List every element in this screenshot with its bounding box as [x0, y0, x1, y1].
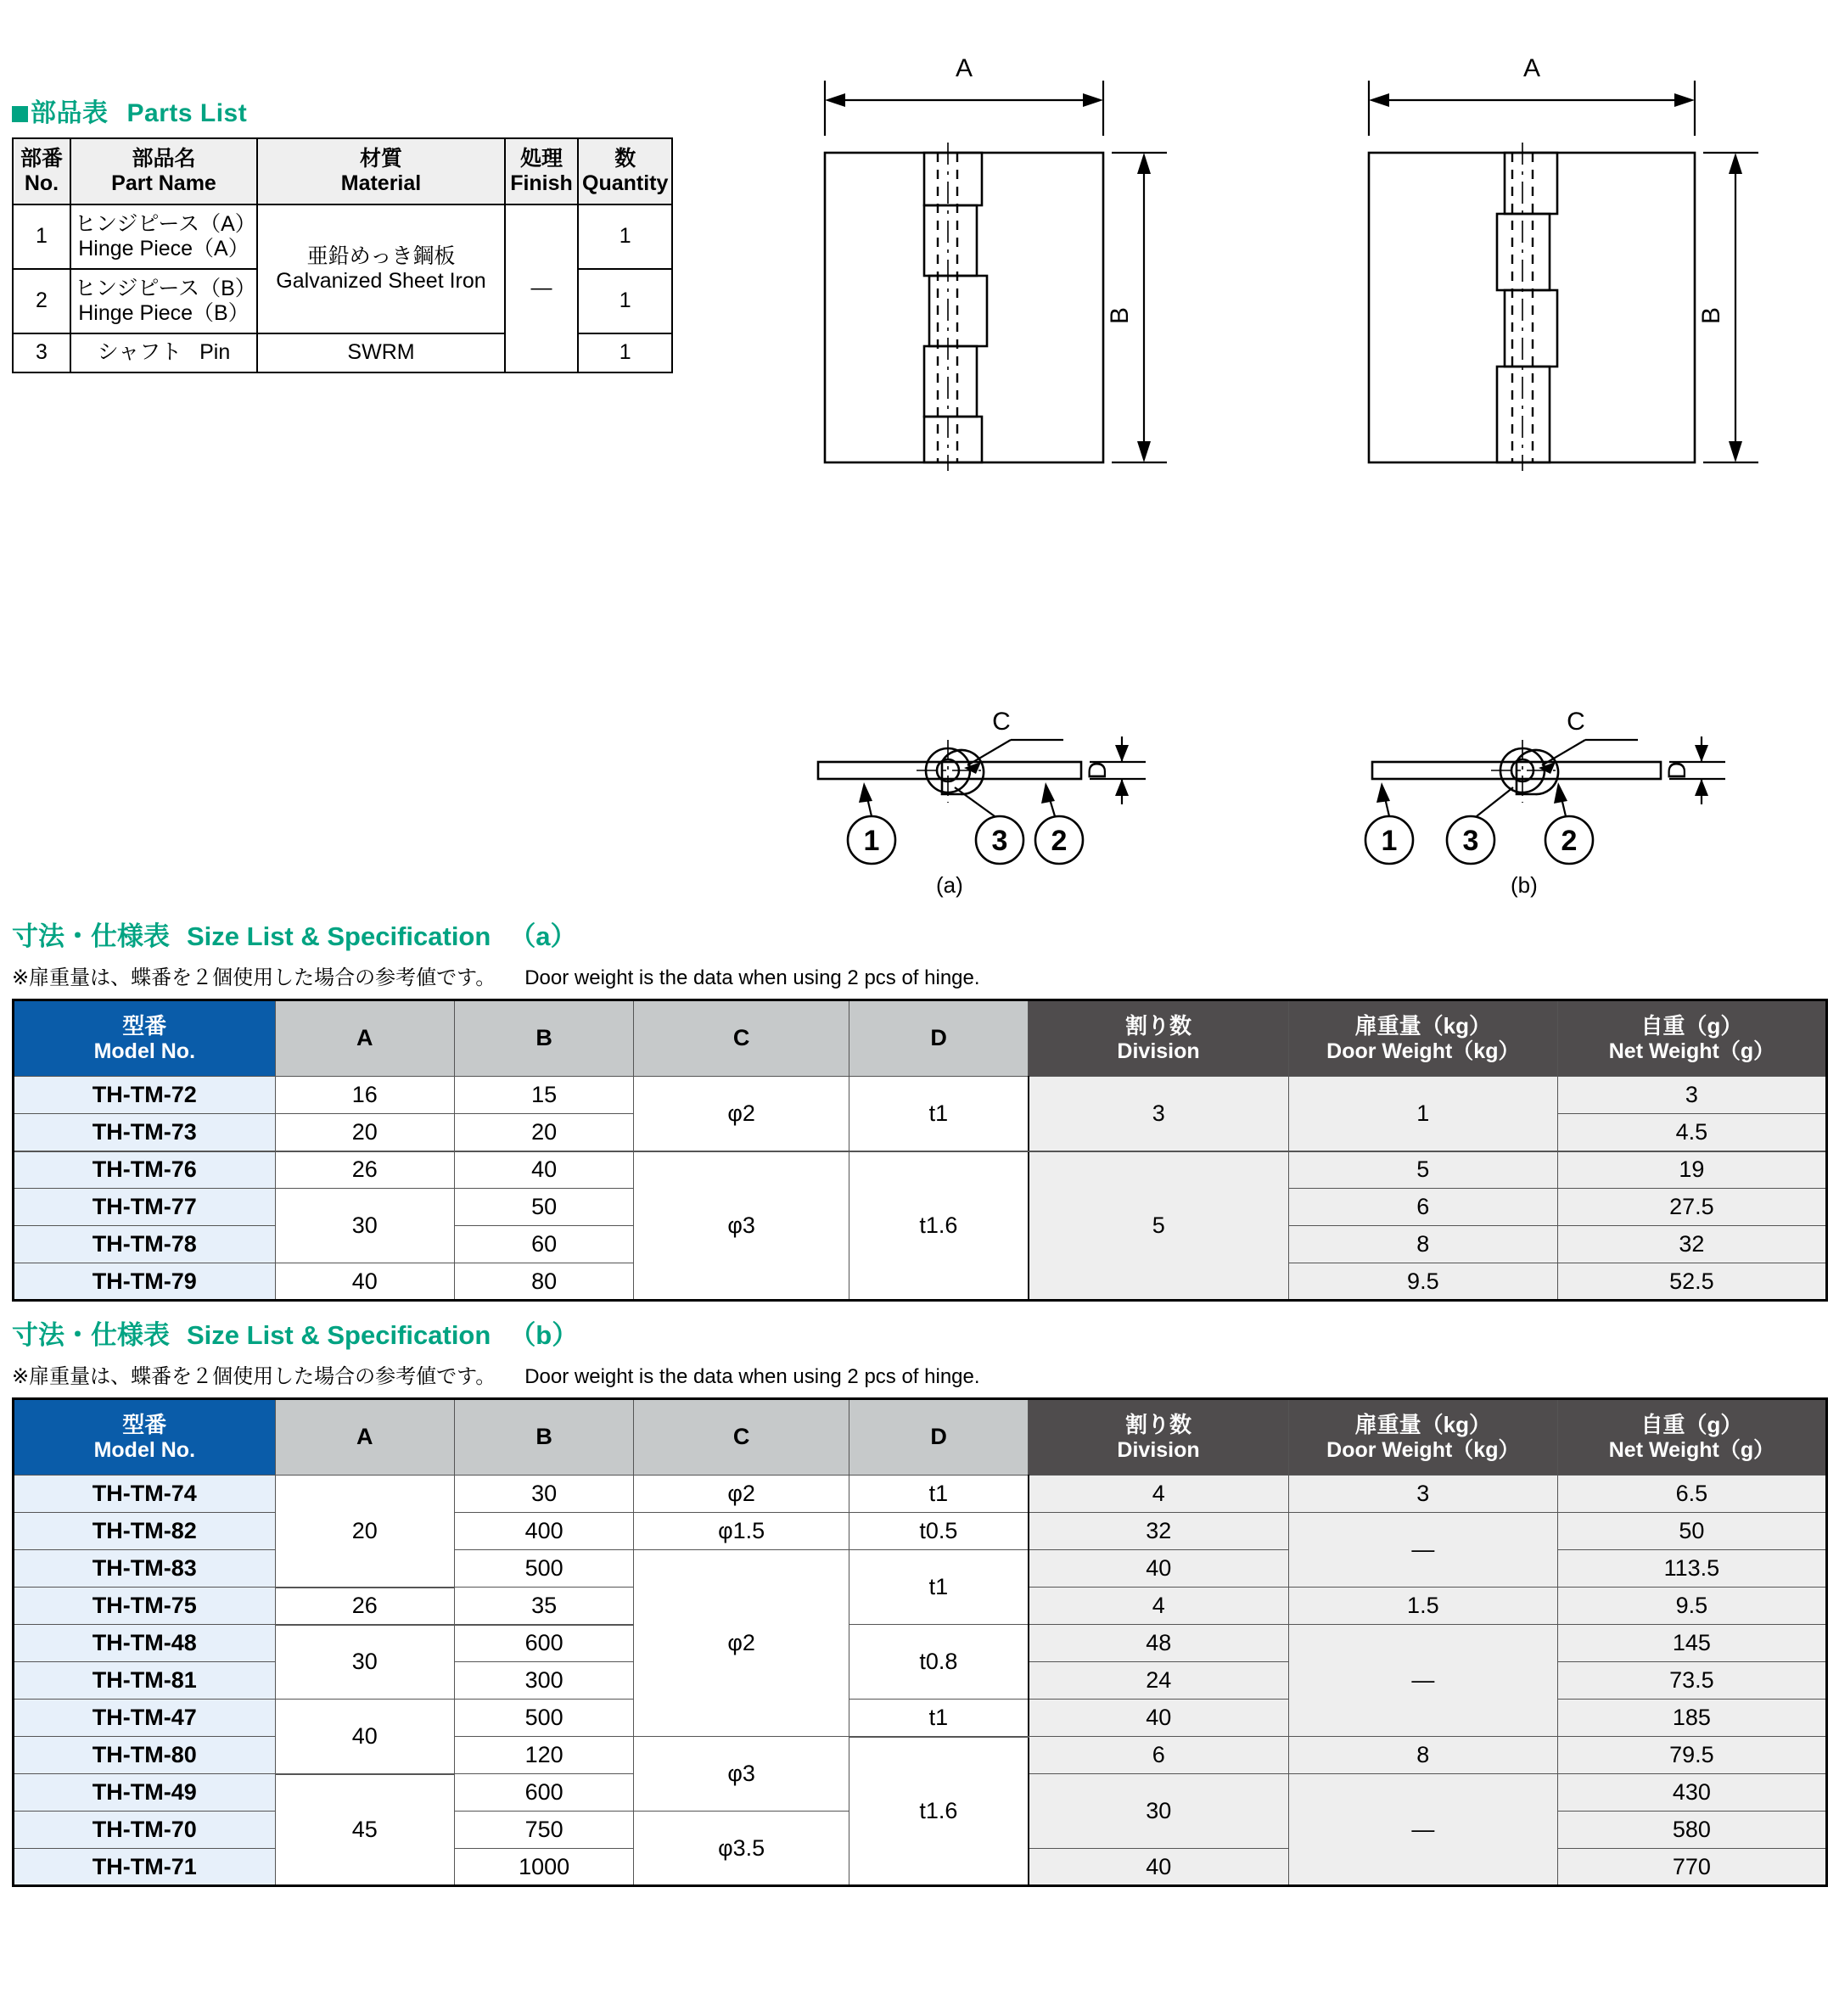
parts-row2-name-en: Hinge Piece（B） [78, 301, 249, 325]
spec-b-r3-model: TH-TM-75 [14, 1588, 276, 1625]
spec-a-header-model: 型番 Model No. [14, 1000, 276, 1077]
spec-a-r5-dw: 9.5 [1288, 1263, 1557, 1301]
spec-a-r3-model: TH-TM-77 [14, 1189, 276, 1226]
callout-2-a: 2 [1051, 825, 1068, 857]
spec-b-r3-b: 35 [454, 1588, 633, 1625]
dim-label-c-a: C [992, 708, 1011, 736]
spec-a-variant: （a） [509, 921, 577, 951]
dim-label-b-a: B [1106, 306, 1134, 325]
spec-b-r0-div: 4 [1029, 1476, 1288, 1513]
spec-b-r5-model: TH-TM-81 [14, 1662, 276, 1700]
spec-a-c-group1: φ2 [634, 1077, 849, 1151]
spec-a-r2-a: 26 [275, 1151, 454, 1189]
spec-b-note [12, 1359, 1828, 1389]
spec-a-r0-a: 16 [275, 1077, 454, 1114]
parts-header-material-jp: 材質 [359, 146, 402, 171]
spec-b-r10-b: 1000 [454, 1849, 633, 1886]
parts-header-quantity-jp: 数 [614, 146, 636, 171]
spec-a-r0-b: 15 [454, 1077, 633, 1114]
spec-b-r2-model: TH-TM-83 [14, 1550, 276, 1588]
spec-b-div-group8: 30 [1029, 1774, 1288, 1849]
spec-a-header-division: 割り数 Division [1029, 1000, 1288, 1077]
spec-b-header-c: C [634, 1399, 849, 1476]
spec-b-a-group1: 20 [275, 1476, 454, 1588]
spec-b-r6-model: TH-TM-47 [14, 1700, 276, 1737]
parts-row3-no: 3 [13, 333, 70, 372]
spec-a-r4-b: 60 [454, 1226, 633, 1263]
dim-label-d-b: D [1663, 761, 1691, 780]
spec-a-header-door-weight: 扉重量（kg） Door Weight（kg） [1288, 1000, 1557, 1077]
spec-a-r1-model: TH-TM-73 [14, 1114, 276, 1151]
parts-row3-name-jp: シャフト [97, 340, 182, 365]
callout-3-b: 3 [1462, 825, 1479, 857]
spec-a-header-net-weight: 自重（g） Net Weight（g） [1557, 1000, 1826, 1077]
spec-b-r0-c: φ2 [634, 1476, 849, 1513]
spec-b-a-group8: 45 [275, 1774, 454, 1886]
spec-a-r2-b: 40 [454, 1151, 633, 1189]
parts-header-no-en: No. [24, 171, 59, 195]
spec-a-table [12, 999, 1828, 1302]
callout-1-a: 1 [863, 825, 880, 857]
spec-b-r5-b: 300 [454, 1662, 633, 1700]
spec-b-r9-b: 750 [454, 1812, 633, 1849]
spec-b-r1-model: TH-TM-82 [14, 1513, 276, 1550]
spec-a-div-group2: 5 [1029, 1151, 1288, 1301]
spec-a-note [12, 960, 1828, 990]
parts-row1-name-jp: ヒンジピース（A） [75, 211, 256, 236]
spec-a-r1-nw: 4.5 [1557, 1114, 1826, 1151]
spec-a-r0-model: TH-TM-72 [14, 1077, 276, 1114]
spec-a-note-jp: ※扉重量は、蝶番を２個使用した場合の参考値です。 [12, 966, 496, 989]
spec-b-r0-dw: 3 [1288, 1476, 1557, 1513]
spec-b-a-group6: 40 [275, 1700, 454, 1774]
parts-header-no-jp: 部番 [20, 146, 63, 171]
spec-b-r0-nw: 6.5 [1557, 1476, 1826, 1513]
spec-a-r3-dw: 6 [1288, 1189, 1557, 1226]
spec-a-title-jp: 寸法・仕様表 [12, 921, 170, 951]
parts-row2-name-jp: ヒンジピース（B） [75, 276, 256, 300]
spec-a-title-en: Size List & Specification [187, 921, 491, 951]
spec-b-header-net-weight: 自重（g） Net Weight（g） [1557, 1399, 1826, 1476]
dim-label-c-b: C [1567, 708, 1585, 736]
spec-a-r2-model: TH-TM-76 [14, 1151, 276, 1189]
spec-b-r2-nw: 113.5 [1557, 1550, 1826, 1588]
spec-b-dw-group8: — [1288, 1774, 1557, 1886]
spec-b-a-group4: 30 [275, 1625, 454, 1700]
parts-header-name-jp: 部品名 [132, 146, 196, 171]
callout-3-a: 3 [991, 825, 1008, 857]
spec-b-dw-group1: — [1288, 1513, 1557, 1588]
spec-a-r5-a: 40 [275, 1263, 454, 1301]
spec-a-r5-model: TH-TM-79 [14, 1263, 276, 1301]
spec-b-r3-dw: 1.5 [1288, 1588, 1557, 1625]
parts-row1-no: 1 [13, 204, 70, 269]
spec-a-d-group2: t1.6 [849, 1151, 1028, 1301]
spec-b-title-en: Size List & Specification [187, 1320, 491, 1350]
parts-row1-name-en: Hinge Piece（A） [78, 237, 249, 260]
parts-row3-material: SWRM [257, 333, 505, 372]
table-row [14, 1625, 1827, 1662]
parts-row3-qty: 1 [578, 333, 672, 372]
spec-a-r4-model: TH-TM-78 [14, 1226, 276, 1263]
spec-b-r10-model: TH-TM-71 [14, 1849, 276, 1886]
spec-b-title-jp: 寸法・仕様表 [12, 1320, 170, 1350]
dim-label-a-top: A [955, 54, 973, 82]
dim-label-d-a: D [1084, 761, 1112, 780]
parts-finish-cell: — [505, 204, 578, 372]
parts-row1-qty: 1 [578, 204, 672, 269]
spec-b-r1-c: φ1.5 [634, 1513, 849, 1550]
spec-a-r5-b: 80 [454, 1263, 633, 1301]
spec-b-r7-dw: 8 [1288, 1737, 1557, 1774]
spec-b-r4-div: 48 [1029, 1625, 1288, 1662]
spec-b-r3-div: 4 [1029, 1588, 1288, 1625]
spec-b-r0-model: TH-TM-74 [14, 1476, 276, 1513]
spec-b-dw-group4: — [1288, 1625, 1557, 1737]
spec-a-r4-nw: 32 [1557, 1226, 1826, 1263]
spec-b-header-door-weight: 扉重量（kg） Door Weight（kg） [1288, 1399, 1557, 1476]
callout-1-b: 1 [1381, 825, 1398, 857]
spec-b-r8-nw: 430 [1557, 1774, 1826, 1812]
spec-b-note-jp: ※扉重量は、蝶番を２個使用した場合の参考値です。 [12, 1365, 496, 1388]
spec-a-r3-b: 50 [454, 1189, 633, 1226]
spec-b-r7-nw: 79.5 [1557, 1737, 1826, 1774]
spec-b-r9-model: TH-TM-70 [14, 1812, 276, 1849]
spec-b-table [12, 1397, 1828, 1887]
parts-header-finish-en: Finish [510, 171, 573, 195]
spec-b-c-group7: φ3 [634, 1737, 849, 1812]
table-row [14, 1151, 1827, 1189]
spec-a-a-group3: 30 [275, 1189, 454, 1263]
spec-b-variant: （b） [509, 1320, 579, 1350]
spec-a-header-b: B [454, 1000, 633, 1077]
spec-b-r10-nw: 770 [1557, 1849, 1826, 1886]
spec-b-r6-nw: 185 [1557, 1700, 1826, 1737]
spec-a-r0-nw: 3 [1557, 1077, 1826, 1114]
spec-a-r2-nw: 19 [1557, 1151, 1826, 1189]
spec-b-note-en: Door weight is the data when using 2 pcs of hinge. [524, 1365, 980, 1388]
spec-b-header-b: B [454, 1399, 633, 1476]
spec-a-header-a: A [275, 1000, 454, 1077]
spec-b-d-group2: t1 [849, 1550, 1028, 1625]
spec-b-d-group4: t0.8 [849, 1625, 1028, 1700]
drawing-label-b: (b) [1511, 872, 1538, 898]
spec-b-section [12, 1313, 1828, 1887]
spec-a-div-group1: 3 [1029, 1077, 1288, 1151]
drawing-label-a: (a) [936, 872, 963, 898]
dim-label-a-top-b: A [1522, 54, 1541, 82]
spec-a-header-d: D [849, 1000, 1028, 1077]
spec-b-header-division: 割り数 Division [1029, 1399, 1288, 1476]
parts-material-en: Galvanized Sheet Iron [276, 269, 486, 293]
spec-a-d-group1: t1 [849, 1077, 1028, 1151]
spec-b-r3-a: 26 [275, 1588, 454, 1625]
spec-b-r1-d: t0.5 [849, 1513, 1028, 1550]
spec-b-r4-model: TH-TM-48 [14, 1625, 276, 1662]
spec-b-r7-div: 6 [1029, 1737, 1288, 1774]
parts-list-title-en: Parts List [126, 99, 248, 127]
spec-b-r6-div: 40 [1029, 1700, 1288, 1737]
spec-a-r4-dw: 8 [1288, 1226, 1557, 1263]
spec-b-header-d: D [849, 1399, 1028, 1476]
spec-b-d-group7: t1.6 [849, 1737, 1028, 1886]
spec-b-r0-d: t1 [849, 1476, 1028, 1513]
spec-b-r6-d: t1 [849, 1700, 1028, 1737]
parts-header-name-en: Part Name [111, 171, 216, 195]
spec-b-r4-nw: 145 [1557, 1625, 1826, 1662]
spec-a-r5-nw: 52.5 [1557, 1263, 1826, 1301]
spec-a-note-en: Door weight is the data when using 2 pcs of hinge. [524, 966, 980, 989]
parts-header-quantity-en: Quantity [582, 171, 669, 195]
parts-header-material-en: Material [340, 171, 422, 195]
spec-b-title [12, 1313, 1828, 1352]
spec-a-header-c: C [634, 1000, 849, 1077]
spec-b-r4-b: 600 [454, 1625, 633, 1662]
spec-a-r3-nw: 27.5 [1557, 1189, 1826, 1226]
spec-a-section [12, 915, 1828, 1302]
spec-b-r7-b: 120 [454, 1737, 633, 1774]
table-row [14, 1476, 1827, 1513]
spec-b-r5-div: 24 [1029, 1662, 1288, 1700]
spec-b-r0-b: 30 [454, 1476, 633, 1513]
spec-b-r1-nw: 50 [1557, 1513, 1826, 1550]
callout-2-b: 2 [1561, 825, 1578, 857]
spec-a-r1-a: 20 [275, 1114, 454, 1151]
parts-list-title-jp: 部品表 [31, 99, 109, 127]
spec-b-r6-b: 500 [454, 1700, 633, 1737]
parts-row3-name-en: Pin [199, 340, 231, 365]
spec-a-title [12, 915, 1828, 953]
spec-b-c-group9: φ3.5 [634, 1812, 849, 1886]
spec-a-dw-group1: 1 [1288, 1077, 1557, 1151]
spec-b-c-group2: φ2 [634, 1550, 849, 1737]
parts-row2-qty: 1 [578, 269, 672, 333]
spec-b-r5-nw: 73.5 [1557, 1662, 1826, 1700]
parts-header-finish-jp: 処理 [519, 146, 563, 171]
spec-b-r2-b: 500 [454, 1550, 633, 1588]
spec-b-r8-b: 600 [454, 1774, 633, 1812]
spec-b-header-row [14, 1399, 1827, 1476]
spec-b-r1-b: 400 [454, 1513, 633, 1550]
spec-b-r8-model: TH-TM-49 [14, 1774, 276, 1812]
spec-b-r3-nw: 9.5 [1557, 1588, 1826, 1625]
spec-a-r1-b: 20 [454, 1114, 633, 1151]
spec-b-header-a: A [275, 1399, 454, 1476]
spec-a-c-group2: φ3 [634, 1151, 849, 1301]
spec-b-header-model: 型番 Model No. [14, 1399, 276, 1476]
spec-a-r2-dw: 5 [1288, 1151, 1557, 1189]
dim-label-b-b: B [1697, 306, 1725, 325]
parts-material-jp: 亜鉛めっき鋼板 [306, 244, 456, 268]
spec-a-header-row [14, 1000, 1827, 1077]
technical-drawings [0, 51, 1839, 857]
spec-b-r9-nw: 580 [1557, 1812, 1826, 1849]
spec-b-r2-div: 40 [1029, 1550, 1288, 1588]
spec-b-r1-div: 32 [1029, 1513, 1288, 1550]
spec-b-r10-div: 40 [1029, 1849, 1288, 1886]
table-row [14, 1077, 1827, 1114]
parts-row2-no: 2 [13, 269, 70, 333]
spec-b-r7-model: TH-TM-80 [14, 1737, 276, 1774]
